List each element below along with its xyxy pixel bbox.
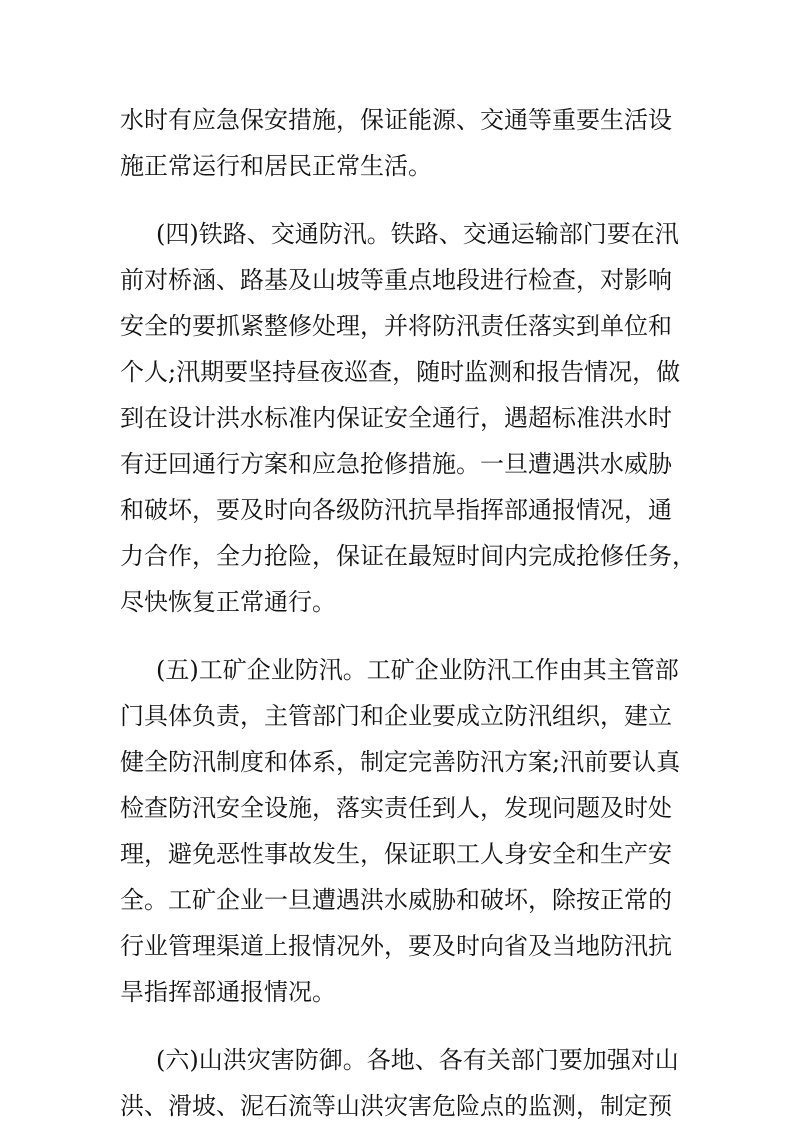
text-line: 个人;汛期要坚持昼夜巡查，随时监测和报告情况，做 bbox=[120, 358, 681, 386]
text-line: 力合作，全力抢险，保证在最短时间内完成抢修任务， bbox=[120, 542, 696, 570]
text-line: 施正常运行和居民正常生活。 bbox=[120, 152, 432, 180]
text-line: (四)铁路、交通防汛。铁路、交通运输部门要在汛 bbox=[156, 220, 679, 248]
text-line: (六)山洪灾害防御。各地、各有关部门要加强对山 bbox=[156, 1046, 679, 1074]
text-line: 健全防汛制度和体系，制定完善防汛方案;汛前要认真 bbox=[120, 748, 681, 776]
text-line: 水时有应急保安措施，保证能源、交通等重要生活设 bbox=[120, 106, 672, 134]
paragraph-mountain-flood-defense bbox=[120, 1037, 680, 1129]
text-line: 安全的要抓紧整修处理，并将防汛责任落实到单位和 bbox=[120, 312, 672, 340]
text-line: 尽快恢复正常通行。 bbox=[120, 588, 336, 616]
text-line: 有迂回通行方案和应急抢修措施。一旦遭遇洪水威胁 bbox=[120, 450, 672, 478]
text-line: 前对桥涵、路基及山坡等重点地段进行检查，对影响 bbox=[120, 266, 672, 294]
text-line: 检查防汛安全设施，落实责任到人，发现问题及时处 bbox=[120, 794, 672, 822]
paragraph-continuation bbox=[120, 97, 680, 189]
document-body bbox=[120, 97, 696, 1129]
text-line: 旱指挥部通报情况。 bbox=[120, 978, 336, 1006]
text-line: 理，避免恶性事故发生，保证职工人身安全和生产安 bbox=[120, 840, 672, 868]
text-line: 洪、滑坡、泥石流等山洪灾害危险点的监测，制定预 bbox=[120, 1092, 672, 1120]
paragraph-railway-flood-control bbox=[120, 211, 696, 625]
text-line: 和破坏，要及时向各级防汛抗旱指挥部通报情况，通 bbox=[120, 496, 672, 524]
text-line: 门具体负责，主管部门和企业要成立防汛组织，建立 bbox=[120, 702, 672, 730]
paragraph-industrial-flood-control bbox=[120, 647, 680, 1015]
text-line: 到在设计洪水标准内保证安全通行，遇超标准洪水时 bbox=[120, 404, 672, 432]
text-line: (五)工矿企业防汛。工矿企业防汛工作由其主管部 bbox=[156, 656, 679, 684]
text-line: 行业管理渠道上报情况外，要及时向省及当地防汛抗 bbox=[120, 932, 672, 960]
text-line: 全。工矿企业一旦遭遇洪水威胁和破坏，除按正常的 bbox=[120, 886, 672, 914]
